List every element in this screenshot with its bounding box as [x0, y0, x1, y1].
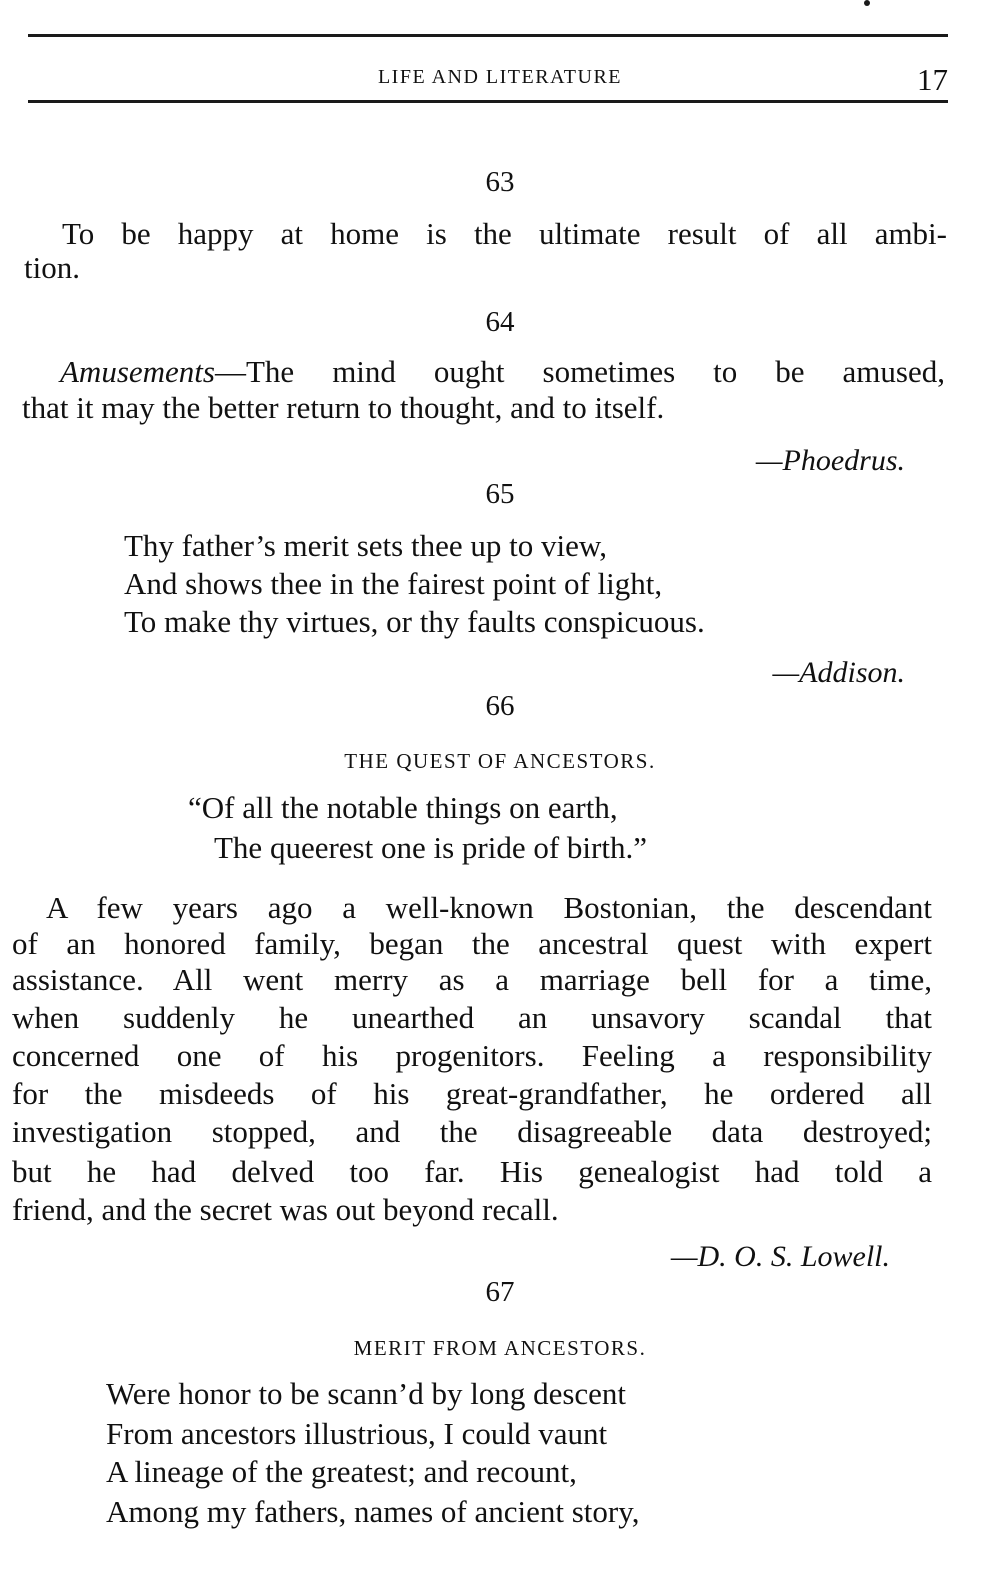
attribution: —Addison. — [772, 656, 905, 689]
verse-line: Thy father’s merit sets thee up to view, — [124, 528, 607, 563]
entry-number: 67 — [485, 1276, 515, 1308]
text-line: when suddenly he unearthed an unsavory scandal that — [12, 1000, 932, 1035]
ink-speck — [864, 0, 870, 6]
section-title: MERIT FROM ANCESTORS. — [353, 1336, 647, 1360]
text-line: concerned one of his progenitors. Feeling a responsibility — [12, 1038, 932, 1073]
text-line: To be happy at home is the ultimate result of all ambi- — [62, 216, 947, 251]
text-line: of an honored family, began the ancestral quest with expert — [12, 926, 932, 961]
text-line: A few years ago a well-known Bostonian, the descendant — [46, 890, 932, 925]
text-line: friend, and the secret was out beyond recall. — [12, 1192, 559, 1227]
attribution: —Phoedrus. — [755, 444, 905, 477]
text-run: —The mind ought sometimes to be amused, — [214, 354, 945, 389]
entry-number: 65 — [485, 478, 515, 510]
page-number: 17 — [917, 62, 948, 97]
epigraph-line: The queerest one is pride of birth.” — [214, 830, 647, 865]
verse-line: A lineage of the greatest; and recount, — [106, 1454, 577, 1489]
text-line: assistance. All went merry as a marriage bell for a time, — [12, 962, 932, 997]
running-title: LIFE AND LITERATURE — [377, 66, 623, 88]
lead-word: Amusements — [60, 354, 215, 389]
verse-line: To make thy virtues, or thy faults conspicuous. — [124, 604, 705, 639]
verse-line: Were honor to be scann’d by long descent — [106, 1376, 627, 1411]
attribution: —D. O. S. Lowell. — [670, 1240, 890, 1273]
section-title: THE QUEST OF ANCESTORS. — [344, 749, 656, 773]
header-rule-top — [28, 34, 948, 37]
entry-number: 64 — [485, 306, 515, 338]
verse-line: From ancestors illustrious, I could vaunt — [106, 1416, 608, 1451]
text-line: investigation stopped, and the disagreeable data destroyed; — [12, 1114, 932, 1149]
text-line: that it may the better return to thought, and to itself. — [22, 390, 665, 425]
text-line: tion. — [24, 250, 80, 285]
epigraph-line: “Of all the notable things on earth, — [188, 790, 618, 825]
entry-number: 63 — [485, 166, 515, 198]
verse-line: And shows thee in the fairest point of light, — [124, 566, 663, 601]
text-line: for the misdeeds of his great-grandfather, he ordered all — [12, 1076, 932, 1111]
verse-line: Among my fathers, names of ancient story, — [106, 1494, 640, 1529]
text-line — [60, 356, 945, 387]
text-line: but he had delved too far. His genealogist had told a — [12, 1154, 932, 1189]
header-rule-bottom — [28, 100, 948, 103]
entry-number: 66 — [485, 690, 515, 722]
